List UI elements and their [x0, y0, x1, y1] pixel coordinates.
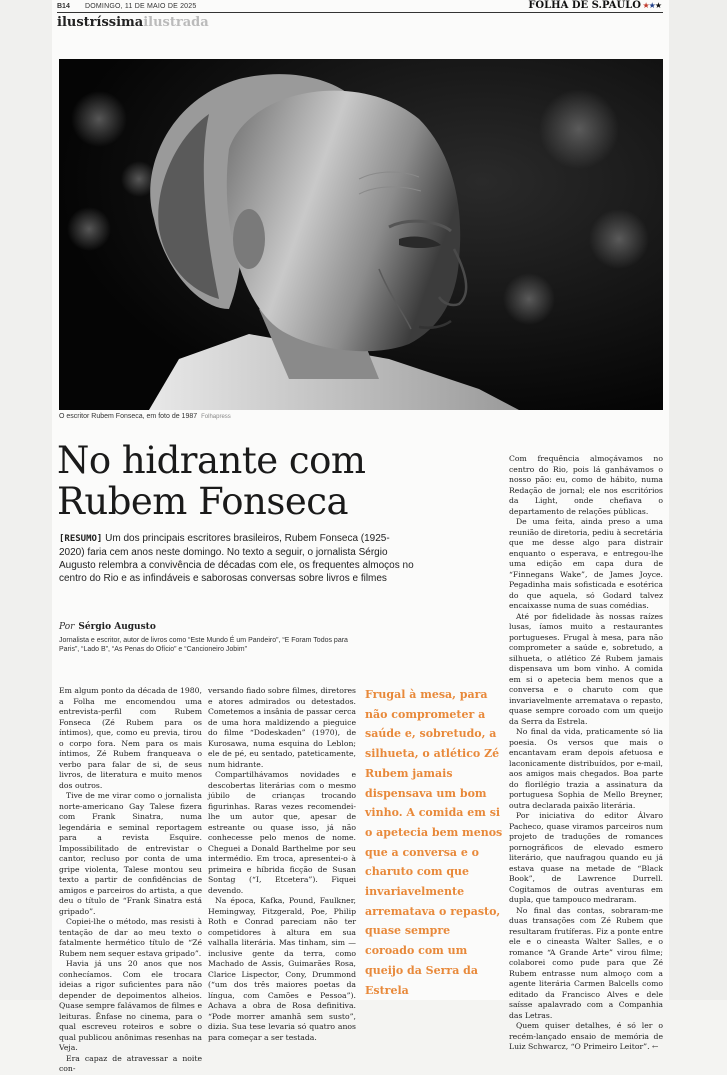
- paragraph: Até por fidelidade às nossas raízes lusas, íamos muito a restaurantes portugueses. Frugal à mesa, para não comprometer a saúde e, sobretudo, a silhueta, o atlético Zé Rubem jamais dispensava um bom vinho. A comida em si o apetecia bem menos que a conversa e o charuto com que invariavelmente arrematava o repasto, quase sempre coroado com um queijo da Serra da Estrela.: [509, 611, 663, 726]
- page-number: B14: [57, 3, 70, 10]
- portrait-photo: [59, 59, 663, 410]
- paragraph: Tive de me virar como o jornalista norte-americano Gay Talese fizera com Frank Sinatra, numa legendária e seminal reportagem para a revista Esquire. Impossibilitado de entrevistar o cantor, recluso por conta de uma gripe violenta, Talese montou seu texto a partir de confidências de amigos e parceiros do artista, a que deu o título de “Frank Sinatra está gripado”.: [59, 791, 202, 916]
- paragraph: Em algum ponto da década de 1980, a Folha me encomendou uma entrevista-perfil com Rubem Fonseca (Zé Rubem para os íntimos), que, como eu previa, tirou o corpo fora. Nem para os mais íntimos, Zé Rubem franqueava o verbo para falar de si, de seus livros, de literatura e muito menos dos outros.: [59, 686, 202, 790]
- summary-text: Um dos principais escritores brasileiros, Rubem Fonseca (1925-2020) faria cem anos neste domingo. No texto a seguir, o jornalista Sérgio Augusto relembra a convivência de décadas com ele, os frequentes almoços no centro do Rio e as infindáveis e saborosas conversas sobre livros e filmes: [59, 533, 414, 584]
- section-name: [57, 15, 209, 30]
- photo-credit: Folhapress: [201, 414, 231, 420]
- page-margin-right: [669, 0, 727, 1000]
- paragraph: Quem quiser detalhes, é só ler o recém-lançado ensaio de memória de Luiz Schwarcz, “O Primeiro Leitor”. ←: [509, 1021, 663, 1051]
- author-bio: Jornalista e escritor, autor de livros como “Este Mundo É um Pandeiro”, “E Foram Todos para Paris”, “Lado B”, “As Penas do Ofício” e “Cancioneiro Jobim”: [59, 637, 348, 653]
- page-header: [57, 0, 663, 13]
- paragraph: Na época, Kafka, Pound, Faulkner, Hemingway, Fitzgerald, Poe, Philip Roth e Conrad pareciam não ter competidores à altura em sua valhalla literária. Mas tinham, sim —inclusive gente da terra, como Machado de Assis, Guimarães Rosa, Clarice Lispector, Cony, Drummond (“um dos três maiores poetas da língua, com Camões e Pessoa”). Achava a obra de Rosa definitiva. “Pode morrer amanhã sem susto”, dizia. Sua tese levaria só quatro anos para começar a ser testada.: [208, 896, 356, 1042]
- paragraph: Por iniciativa do editor Álvaro Pacheco, quase viramos parceiros num projeto de traduções de romances pornográficos de elevado esmero literário, que naufragou quando eu já estava quase na metade de “Black Book”, de Lawrence Durrell. Cogitamos de outras aventuras em dupla, que tampouco medraram.: [509, 811, 663, 904]
- photo-caption: [59, 413, 231, 420]
- paragraph: versando fiado sobre filmes, diretores e atores admirados ou detestados. Cometemos a insânia de passar cerca de uma hora maldizendo a pieguice do filme “Dodeskaden” (1970), de Kurosawa, numa esquina do Leblon; ele de pé, eu sentado, pateticamente, num hidrante.: [208, 686, 356, 769]
- paragraph: Era capaz de atravessar a noite con-: [59, 1053, 202, 1073]
- section-primary: ilustríssima: [57, 15, 144, 30]
- page-margin-left: [0, 0, 52, 1000]
- section-secondary: ilustrada: [143, 15, 209, 30]
- paragraph: Havia já uns 20 anos que nos conhecíamos. Com ele trocara ideias a rigor suficientes para não depender de depoimentos alheios. Quase sempre falávamos de filmes e leituras. Ênfase no cinema, para o qual escreveu roteiros e sobre o qual publicou anônimas resenhas na Veja.: [59, 959, 202, 1052]
- byline-prefix: Por: [59, 622, 75, 632]
- stars-icon: ★★★: [642, 1, 661, 10]
- portrait-illustration: [59, 59, 663, 410]
- article-headline: No hidrante com Rubem Fonseca: [57, 439, 366, 523]
- byline: [59, 622, 156, 632]
- article-column-2: [208, 686, 356, 1043]
- article-column-3: [509, 454, 663, 1053]
- paragraph: No final da vida, praticamente só lia poesia. Os versos que mais o encantavam eram depois afetuosa e laconicamente distribuídos, por e-mail, aos amigos mais chegados. Boa parte do florilégio trazia a assinatura da portuguesa Sophia de Mello Breyner, outra declarada paixão literária.: [509, 727, 663, 810]
- summary-tag: [RESUMO]: [59, 534, 103, 544]
- paragraph: Copiei-lhe o método, mas resisti à tentação de dar ao meu texto o fatalmente hermético título de “Zé Rubem nem sequer estava gripado”.: [59, 917, 202, 958]
- paragraph: Compartilhávamos novidades e descobertas literárias com o mesmo júbilo de crianças trocando figurinhas. Raras vezes recomendei-lhe um autor que, apesar de estreante ou quase isso, já não conhecesse pelo menos de nome. Cheguei a Donald Barthelme por seu intermédio. Em troca, apresentei-o à primeira e híbrida ficção de Susan Sontag (“I, Etcetera”). Fiquei devendo.: [208, 770, 356, 895]
- article-summary: [59, 532, 415, 585]
- caption-text: O escritor Rubem Fonseca, em foto de 1987: [59, 413, 198, 420]
- paragraph: De uma feita, ainda preso a uma reunião de diretoria, pediu à secretária que me desse algo para distrair enquanto o esperava, e entregou-lhe uma edição em capa dura de “Finnegans Wake”, de James Joyce. Pegadinha mais sofisticada e esotérica do que aquela, só Godard talvez encaixasse numa de suas comédias.: [509, 517, 663, 610]
- paragraph: No final das contas, sobraram-me duas transações com Zé Rubem que resultaram frutíferas. Fiz a ponte entre ele e o cineasta Walter Salles, e o romance “A Grande Arte” virou filme; colaborei como pude para que Zé Rubem entrasse num almoço com a agente literária Carmen Balcells como editado da Francisco Alves e dele saísse apalavrado com a Companhia das Letras.: [509, 905, 663, 1020]
- author-name: Sérgio Augusto: [78, 622, 156, 632]
- edition-date: DOMINGO, 11 DE MAIO DE 2025: [85, 3, 197, 10]
- article-column-1: [59, 686, 202, 1075]
- newspaper-logo: FOLHA DE S.PAULO: [528, 0, 641, 11]
- pull-quote: Frugal à mesa, para não comprometer a saúde e, sobretudo, a silhueta, o atlético Zé Rubem jamais dispensava um bom vinho. A comida em si o apetecia bem menos que a conversa e o charuto com que invariavelmente arrematava o repasto, quase sempre coroado com um queijo da Serra da Estrela: [365, 688, 503, 997]
- paragraph: Com frequência almoçávamos no centro do Rio, pois lá ganhávamos o nosso pão: eu, como de hábito, numa Redação de jornal; ele nos escritórios da Light, onde chefiava o departamento de relações públicas.: [509, 454, 663, 516]
